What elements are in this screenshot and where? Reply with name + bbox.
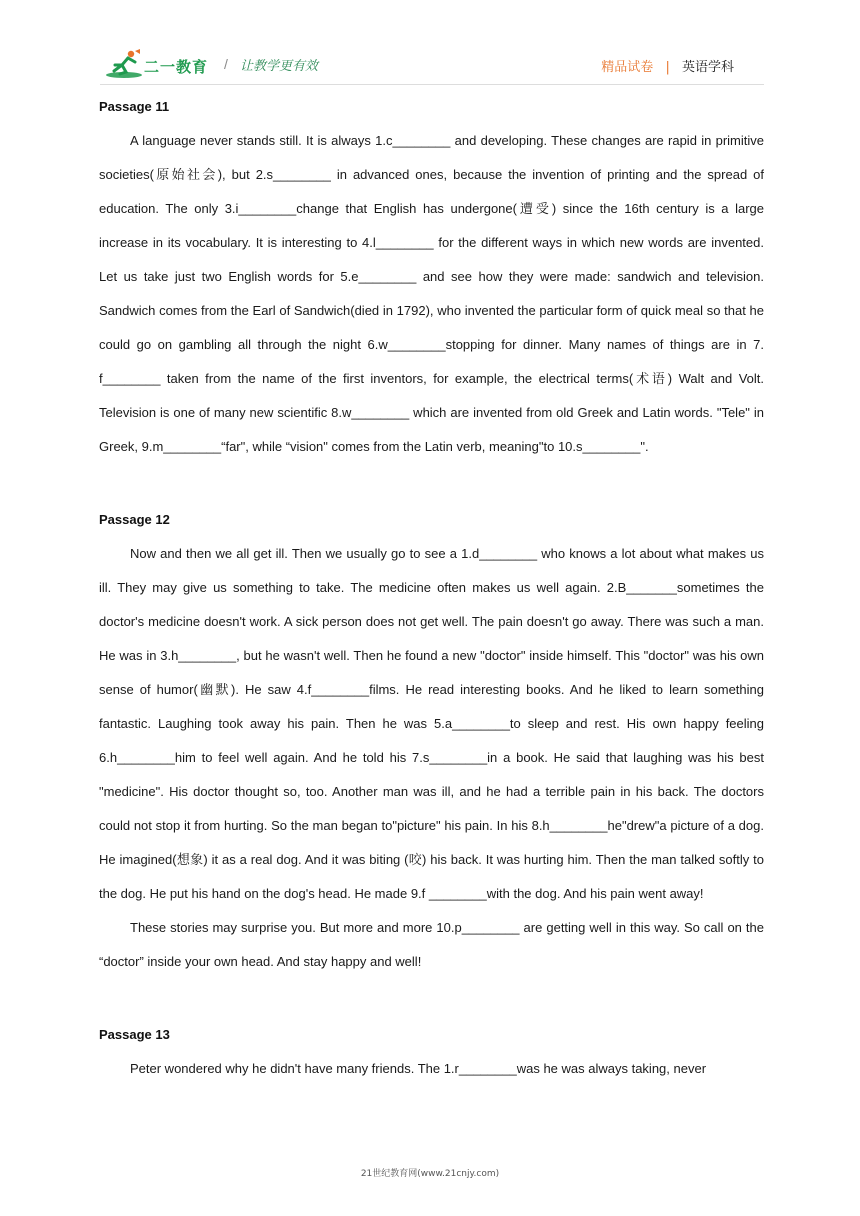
page-footer: 21世纪教育网(www.21cnjy.com) (360, 1169, 500, 1179)
header-divider: / (224, 56, 228, 72)
header-slogan: 让教学更有效 (240, 59, 319, 74)
passage-11 (99, 96, 764, 464)
passage-paragraph: Now and then we all get ill. Then we usually go to see a 1.d________ who knows a lot about what makes us ill. They may give us something to take. The medicine often makes us well again. 2.B_______sometimes the doctor's medicine doesn't work. A sick person does not get well. The pain doesn't go away. There was such a man. He was in 3.h________, but he wasn't well. Then he found a new "doctor" inside himself. This "doctor" was his own sense of humor(幽默). He saw 4.f________films. He read interesting books. And he liked to learn something fantastic. Laughing took away his pain. Then he was 5.a________to sleep and rest. His own happy feeling 6.h________him to feel well again. And he told his 7.s________in a book. He said that laughing was his best "medicine". His doctor thought so, too. Another man was ill, and he had a terrible pain in his back. The doctors could not stop it from hurting. So the man began to"picture" his pain. In his 8.h________he"drew"a picture of a dog. He imagined(想象) it as a real dog. And it was biting (咬) his back. It was hurting him. Then the man talked softly to the dog. He put his hand on the dog's head. He made 9.f ________with the dog. And his pain went away! (99, 546, 764, 901)
tag-separator: | (665, 60, 670, 75)
spacer (99, 464, 764, 509)
running-figure-logo-icon (104, 48, 144, 80)
spacer (99, 979, 764, 1024)
passage-paragraph: These stories may surprise you. But more and more 10.p________ are getting well in this way. So call on the “doctor” inside your own head. And stay happy and well! (99, 920, 764, 969)
document-body (99, 96, 764, 1086)
tag-subject: 英语学科 (681, 60, 734, 75)
logo-text: 二一教育 (144, 58, 209, 76)
header-rule (100, 84, 764, 85)
page-header (0, 0, 860, 92)
tag-exam: 精品试卷 (601, 60, 654, 75)
brand-logo[interactable] (104, 48, 214, 80)
passage-12 (99, 509, 764, 979)
passage-title: Passage 13 (99, 1027, 170, 1042)
passage-title: Passage 11 (99, 99, 170, 114)
passage-13 (99, 1024, 764, 1086)
passage-title: Passage 12 (99, 512, 170, 527)
header-tags (601, 56, 734, 75)
passage-paragraph: A language never stands still. It is always 1.c________ and developing. These changes are rapid in primitive societies(原始社会), but 2.s________ in advanced ones, because the invention of printing and the spread of education. The only 3.i________change that English has undergone(遭受) since the 16th century is a large increase in its vocabulary. It is interesting to 4.l________ for the different ways in which new words are invented. Let us take just two English words for 5.e________ and see how they were made: sandwich and television. Sandwich comes from the Earl of Sandwich(died in 1792), who invented the particular form of quick meal so that he could go on gambling all through the night 6.w________stopping for dinner. Many names of things are in 7. f________ taken from the name of the first inventors, for example, the electrical terms(术语) Walt and Volt. Television is one of many new scientific 8.w________ which are invented from old Greek and Latin words. "Tele" in Greek, 9.m________“far", while “vision" comes from the Latin verb, meaning"to 10.s________". (99, 133, 764, 454)
passage-paragraph: Peter wondered why he didn't have many friends. The 1.r________was he was always taking, never (130, 1061, 707, 1076)
